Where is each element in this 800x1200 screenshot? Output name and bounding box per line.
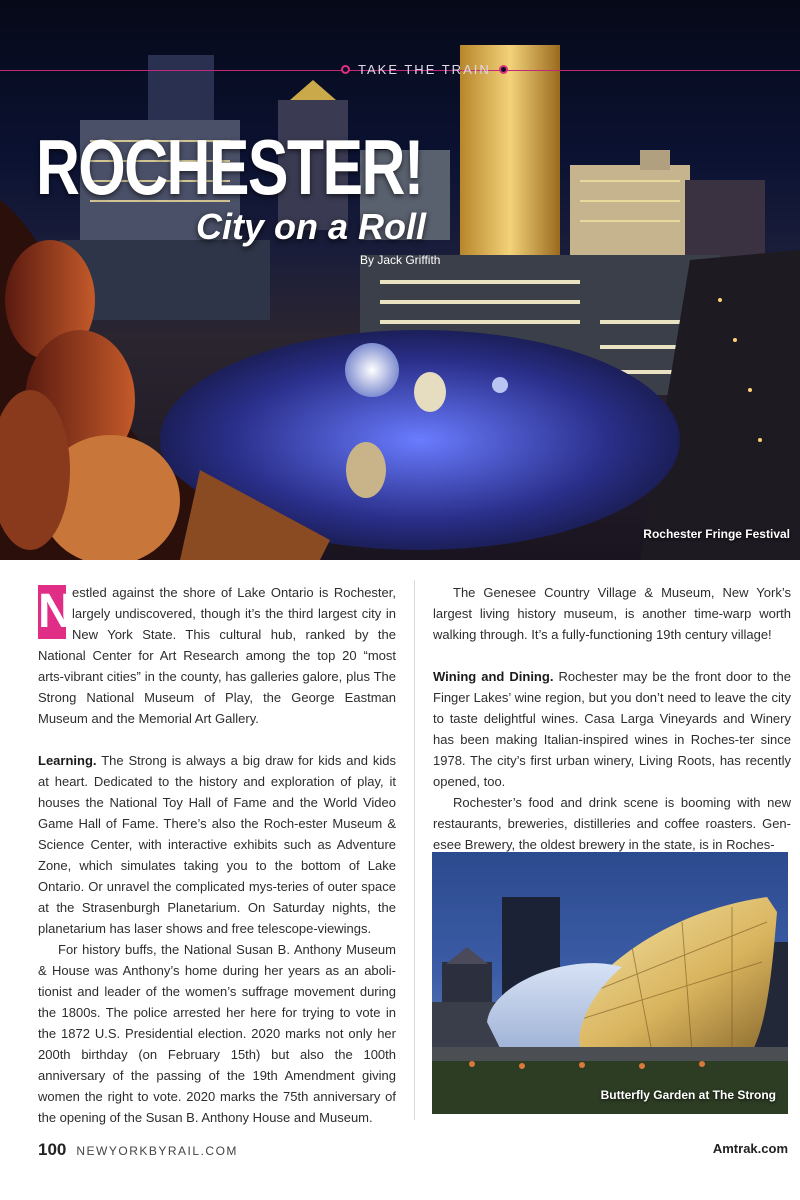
column-divider [414, 580, 415, 1120]
section-label [335, 62, 514, 77]
intro-paragraph [38, 582, 396, 729]
section-label-text: TAKE THE TRAIN [358, 62, 491, 77]
food-paragraph: Rochester’s food and drink scene is booming with new restaurants, breweries, distilleries and coffee roasters. Gen-esee Brewery, the oldest brewery in the state, is in Roches- [433, 795, 791, 852]
wining-paragraph [433, 666, 791, 792]
learning-text: The Strong is always a big draw for kids and kids at heart. Dedicated to the history and exploration of play, it houses the National Toy Hall of Fame and the World Video Game Hall of Fame. There’s also the Roch-ester Museum & Science Center, with interactive exhibits such as Adventure Zone, which simulates taking you to the bottom of Lake Ontario. Or unravel the complicated mys-teries of outer space at the Strasenburgh Planetarium. On Saturday nights, the planetarium has laser shows and free telescope-viewings. [38, 753, 396, 936]
garden-photo-caption: Butterfly Garden at The Strong [600, 1088, 776, 1102]
article-column-right [433, 582, 791, 855]
city-night-illustration [0, 0, 800, 560]
hero-photo-caption: Rochester Fringe Festival [643, 527, 790, 541]
history-paragraph: For history buffs, the National Susan B. Anthony Museum & House was Anthony’s home during her years as an aboli-tionist and leader of the women’s suffrage movement during the 1800s. The police arrested her here for trying to vote in the 1872 U.S. Presidential election. 2020 marks not only her 200th birthday (on February 15th) but also the 100th anniversary of the passing of the 19th Amendment giving women the right to vote. 2020 marks the 75th anniversary of the opening of the Susan B. Anthony House and Museum. [38, 942, 396, 1125]
circle-bullet-icon [341, 65, 350, 74]
page-subtitle: City on a Roll [196, 206, 427, 247]
article-column-left [38, 582, 396, 1128]
footer-left [38, 1140, 238, 1160]
genesee-paragraph: The Genesee Country Village & Museum, New York’s largest living history museum, is another time-warp worth walking through. It’s a fully-functioning 19th century village! [433, 585, 791, 642]
page-title: ROCHESTER! [36, 123, 423, 211]
learning-heading: Learning. [38, 753, 97, 768]
butterfly-garden-photo [432, 852, 788, 1114]
wining-heading: Wining and Dining. [433, 669, 554, 684]
drop-cap: N [38, 585, 73, 638]
learning-paragraph [38, 750, 396, 939]
brand-url[interactable]: Amtrak.com [712, 1141, 788, 1156]
hero-photo [0, 0, 800, 560]
byline: By Jack Griffith [360, 253, 441, 267]
glass-pavilion-illustration [432, 852, 788, 1114]
intro-text: estled against the shore of Lake Ontario is Rochester, largely undiscovered, though it’s the third largest city in New York State. This cultural hub, ranked by the National Center for Art Research among the top 20 “most arts-vibrant cities” in the county, has galleries galore, plus The Strong National Museum of Play, the George Eastman Museum and the Memorial Art Gallery. [38, 585, 396, 726]
wining-text: Rochester may be the front door to the Finger Lakes’ wine region, but you don’t need to leave the city to taste delightful wines. Casa Larga Vineyards and Winery has been making Italian-inspired wines in Roches-ter since 1978. The city’s first urban winery, Living Roots, has recently opened, too. [433, 669, 791, 789]
site-url[interactable]: NEWYORKBYRAIL.COM [76, 1144, 238, 1158]
circle-bullet-icon [499, 65, 508, 74]
page-number: 100 [38, 1140, 67, 1159]
